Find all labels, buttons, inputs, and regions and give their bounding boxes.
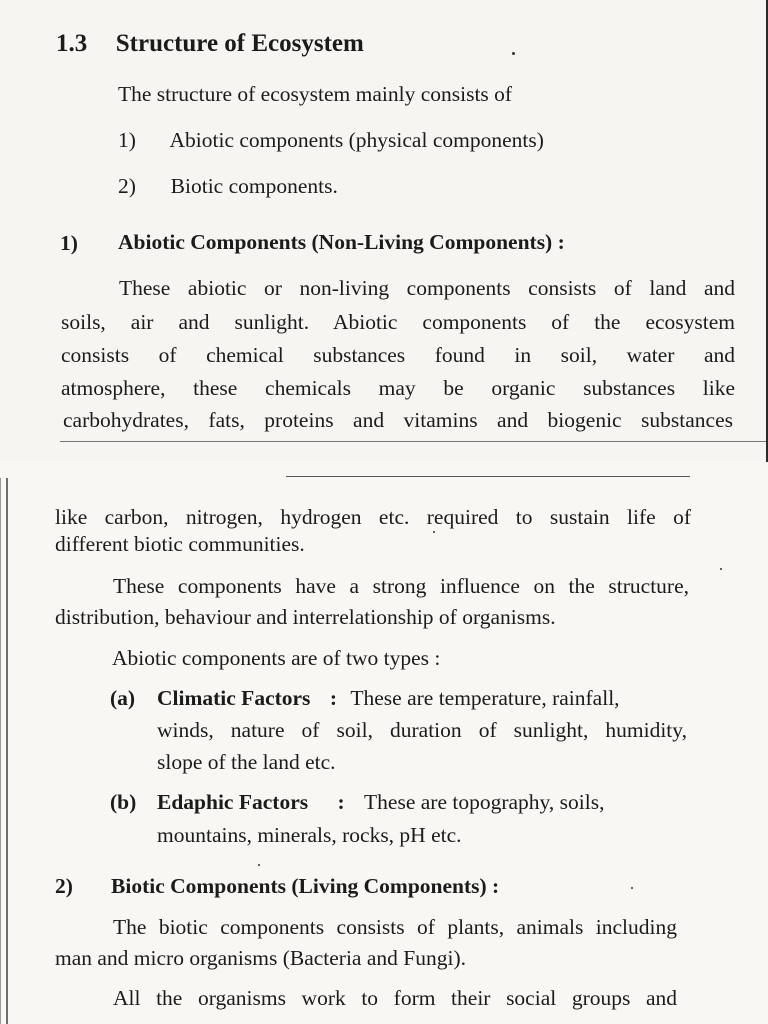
page-bottom-rule	[60, 441, 766, 442]
type-b-line-1: These are topography, soils,	[364, 790, 605, 814]
type-a-label: (a)	[110, 686, 136, 710]
intro-item-1-number: 1)	[118, 128, 136, 152]
abiotic-para2-line-2: distribution, behaviour and interrelationship of organisms.	[55, 605, 556, 629]
intro-item-2-text: Biotic components.	[170, 174, 338, 198]
page-edge-outer	[0, 478, 1, 1024]
biotic-heading: Biotic Components (Living Components) :	[111, 874, 500, 898]
type-a-name: Climatic Factors	[157, 686, 311, 710]
abiotic-para1-line-5: carbohydrates, fats, proteins and vitamins and biogenic substances	[63, 408, 733, 432]
biotic-para1-line-2: man and micro organisms (Bacteria and Fungi).	[55, 946, 466, 970]
type-a-sep: :	[329, 686, 337, 710]
abiotic-types-line: Abiotic components are of two types :	[112, 646, 441, 670]
speck	[720, 568, 722, 570]
type-b-first-line	[157, 790, 687, 815]
intro-line: The structure of ecosystem mainly consists of	[118, 82, 513, 106]
section-number: 1.3	[56, 30, 88, 57]
speck	[512, 52, 515, 55]
intro-item-2-number: 2)	[118, 174, 136, 198]
page-header-rule	[286, 476, 690, 477]
intro-item-2	[118, 174, 338, 199]
speck	[433, 531, 435, 533]
type-a-line-2: winds, nature of soil, duration of sunlight, humidity,	[157, 718, 687, 742]
abiotic-para1-line-4: atmosphere, these chemicals may be organic substances like	[61, 376, 735, 400]
abiotic-para2-line-1: These components have a strong influence on the structure,	[113, 574, 689, 598]
abiotic-para1-line-3: consists of chemical substances found in soil, water and	[61, 343, 735, 367]
type-b-line-2: mountains, minerals, rocks, pH etc.	[157, 823, 462, 847]
page-edge	[6, 478, 8, 1024]
abiotic-heading: Abiotic Components (Non-Living Components) :	[118, 230, 565, 254]
section-heading	[56, 30, 364, 58]
abiotic-number: 1)	[60, 231, 78, 255]
type-b-label: (b)	[110, 790, 137, 814]
intro-item-1-text: Abiotic components (physical components)	[169, 128, 544, 152]
speck	[258, 864, 260, 866]
speck	[631, 887, 633, 889]
biotic-para2-line-1: All the organisms work to form their social groups and	[113, 986, 677, 1010]
biotic-number: 2)	[55, 874, 73, 898]
abiotic-para1-line-2: soils, air and sunlight. Abiotic components of the ecosystem	[61, 310, 735, 334]
type-a-first-line	[157, 686, 687, 711]
abiotic-para1-cont-line-1: like carbon, nitrogen, hydrogen etc. required to sustain life of	[55, 505, 691, 529]
biotic-para1-line-1: The biotic components consists of plants, animals including	[113, 915, 677, 939]
abiotic-para1-cont-line-2: different biotic communities.	[55, 532, 305, 556]
intro-item-1	[118, 128, 544, 153]
type-a-line-1: These are temperature, rainfall,	[350, 686, 620, 710]
section-title: Structure of Ecosystem	[115, 30, 364, 57]
type-a-line-3: slope of the land etc.	[157, 750, 336, 774]
type-b-name: Edaphic Factors	[157, 790, 309, 814]
type-b-sep: :	[337, 790, 345, 814]
abiotic-para1-line-1: These abiotic or non-living components consists of land and	[119, 276, 735, 300]
